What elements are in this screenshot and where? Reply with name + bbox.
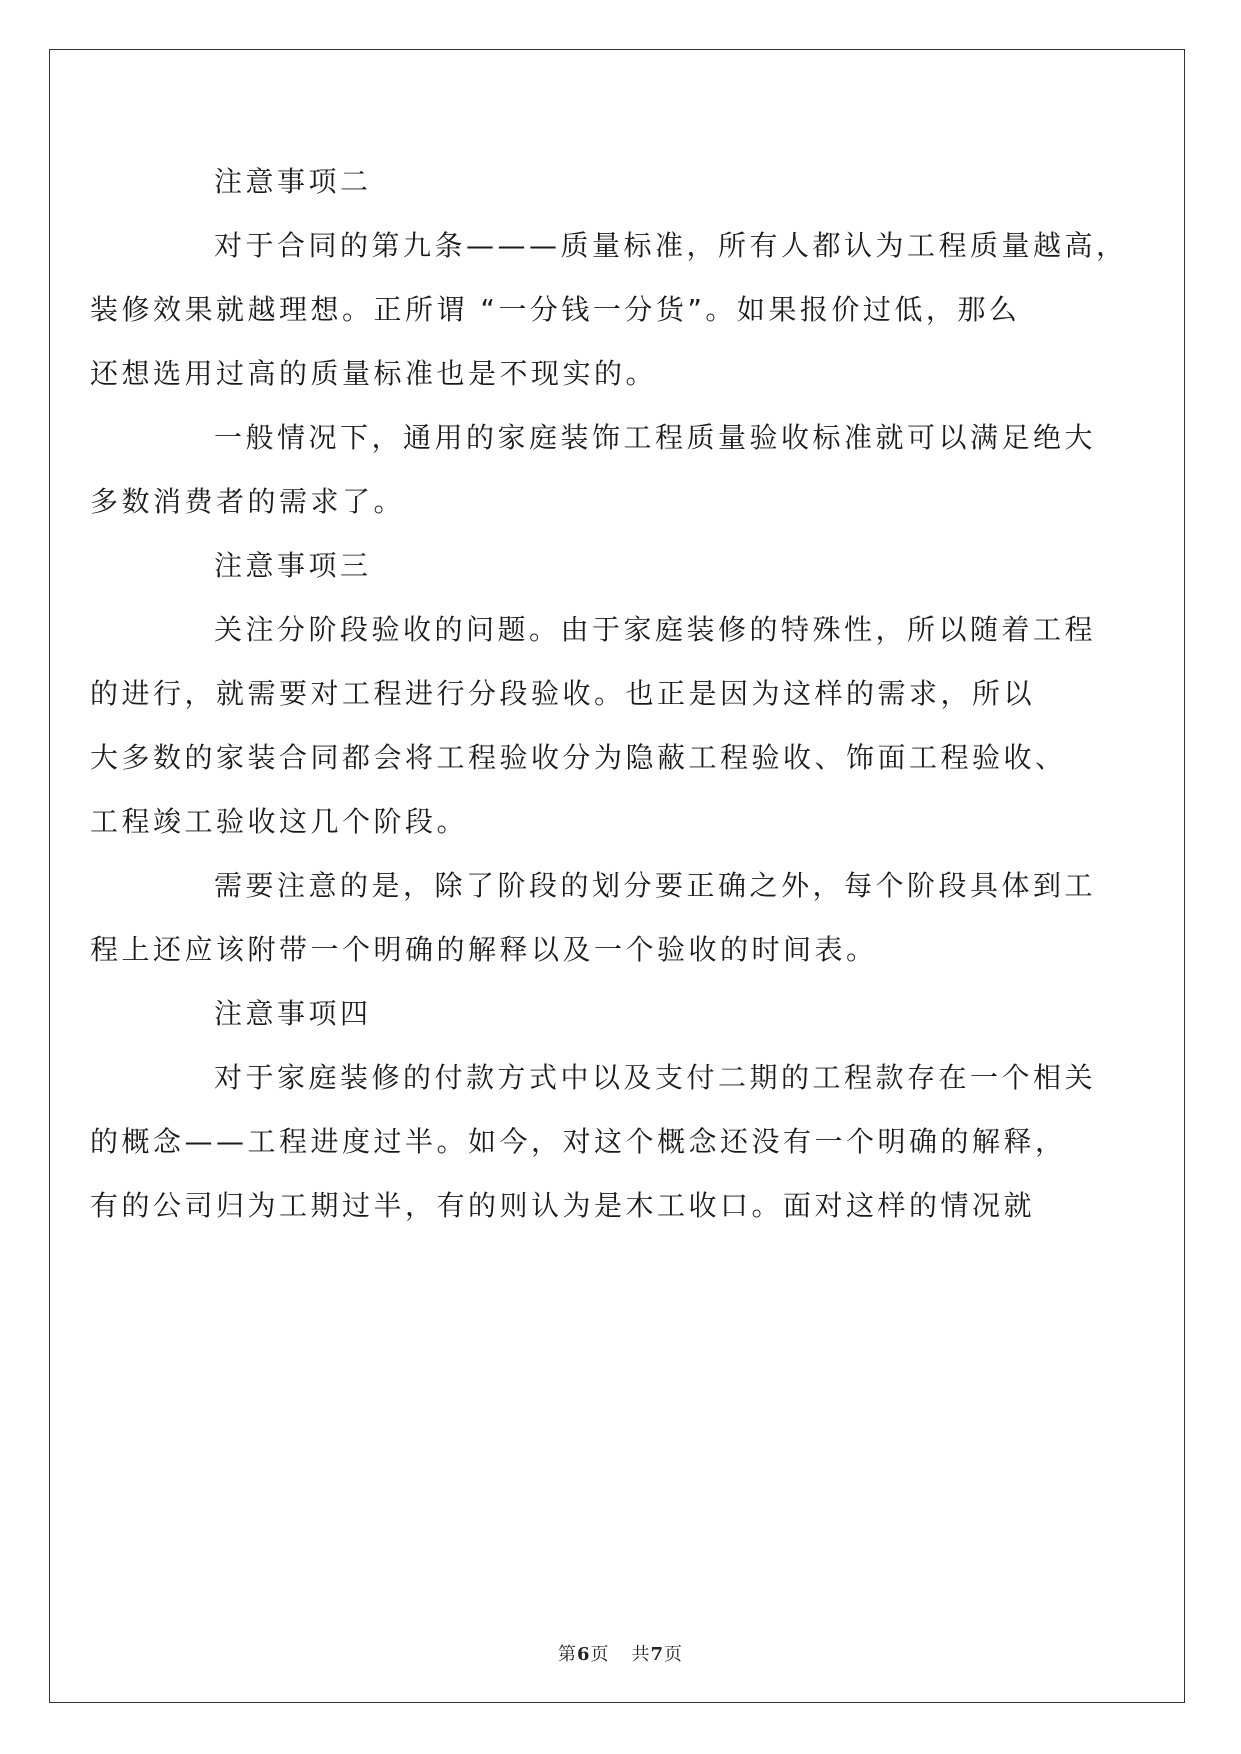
text-line: 工程竣工验收这几个阶段。 [90,805,469,838]
text-line: 的概念——工程进度过半。如今，对这个概念还没有一个明确的解释， [90,1125,1067,1158]
text-line: 需要注意的是，除了阶段的划分要正确之外，每个阶段具体到工 [214,869,1097,902]
text-line: 注意事项四 [214,997,372,1030]
paragraph [90,1046,1097,1238]
text-line: 有的公司归为工期过半，有的则认为是木工收口。面对这样的情况就 [90,1189,1036,1222]
total-pages: 7 [650,1644,665,1665]
text-line: 注意事项三 [214,549,372,582]
paragraph [90,854,1097,982]
text-line: 装修效果就越理想。正所谓 “一分钱一分货”。如果报价过低，那么 [90,293,1021,326]
text-line: 程上还应该附带一个明确的解释以及一个验收的时间表。 [90,933,878,966]
document-body [90,150,1128,1238]
text-line: 对于合同的第九条———质量标准，所有人都认为工程质量越高， [214,229,1128,262]
text-line: 注意事项二 [214,165,372,198]
section-heading [152,534,1092,598]
paragraph [90,406,1097,534]
text-line: 还想选用过高的质量标准也是不现实的。 [90,357,658,390]
text-line: 大多数的家装合同都会将工程验收分为隐蔽工程验收、饰面工程验收、 [90,741,1067,774]
text-line: 对于家庭装修的付款方式中以及支付二期的工程款存在一个相关 [214,1061,1097,1094]
text-line: 的进行，就需要对工程进行分段验收。也正是因为这样的需求，所以 [90,677,1036,710]
section-heading [152,982,1092,1046]
text-line: 一般情况下，通用的家庭装饰工程质量验收标准就可以满足绝大 [214,421,1097,454]
page-footer [0,1640,1241,1666]
paragraph [90,214,1128,406]
total-prefix: 共 [631,1644,651,1665]
paragraph [90,598,1097,854]
total-suffix: 页 [664,1644,684,1665]
text-line: 关注分阶段验收的问题。由于家庭装修的特殊性，所以随着工程 [214,613,1097,646]
page-number: 6 [576,1644,591,1665]
page-prefix: 第 [557,1644,577,1665]
page-suffix: 页 [590,1644,610,1665]
section-heading [152,150,1092,214]
text-line: 多数消费者的需求了。 [90,485,406,518]
